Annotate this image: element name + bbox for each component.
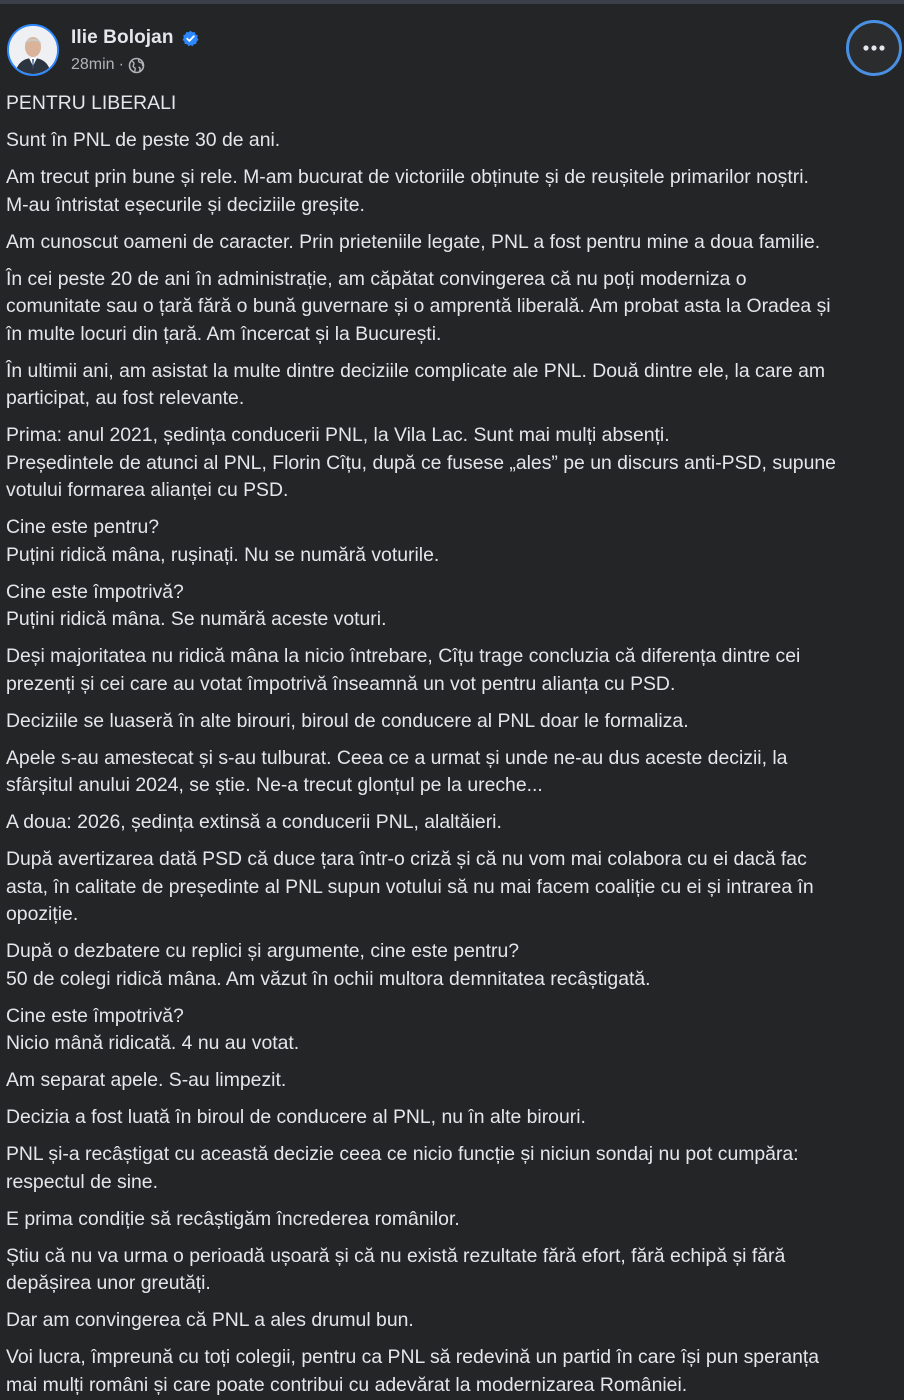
post-paragraph-line: asta, în calitate de președinte al PNL supun votului să nu mai facem coaliție cu ei și intrarea în [6,875,814,898]
post-paragraph-line: Puțini ridică mâna, rușinați. Nu se numără voturile. [6,543,440,566]
post-paragraph-line: depășirea unor greutăți. [6,1272,211,1294]
post-paragraph [6,1206,901,1234]
verified-badge-icon [182,30,199,47]
post-paragraph-line: PNL și-a recâștigat cu această decizie ceea ce nicio funcție și niciun sondaj nu pot cumpăra: [6,1143,799,1165]
author-avatar[interactable] [7,24,59,76]
globe-icon[interactable] [128,57,145,74]
post-paragraph-line: M-au întristat eșecurile și deciziile greșite. [6,193,365,216]
post-paragraph [6,266,901,349]
post-paragraph-line: Am cunoscut oameni de caracter. Prin prieteniile legate, PNL a fost pentru mine a doua familie. [6,230,821,253]
post-paragraph-line: Voi lucra, împreună cu toți colegii, pentru ca PNL să redevină un partid în care își pun speranța [6,1346,820,1368]
more-options-icon [862,44,886,52]
meta-separator: · [118,56,124,73]
post-paragraph-line: Am separat apele. S-au limpezit. [6,1069,287,1091]
post-paragraph [6,938,901,993]
post-paragraph-line: Deciziile se luaseră în alte birouri, biroul de conducere al PNL doar le formaliza. [6,709,689,732]
post-paragraph [6,1307,901,1335]
post-paragraph [6,422,901,505]
post-paragraph-line: în multe locuri din țară. Am încercat și la București. [6,322,442,345]
post-paragraph-line: Cine este pentru? [6,516,160,538]
post-paragraph-line: Deși majoritatea nu ridică mâna la nicio întrebare, Cîțu trage concluzia că diferența dintre cei [6,645,801,667]
post-paragraph-line: participat, au fost relevante. [6,387,245,409]
post-paragraph [6,1243,901,1298]
post-paragraph-line: 50 de colegi ridică mâna. Am văzut în ochii multora demnitatea recâștigată. [6,967,651,990]
author-line [71,26,199,50]
post-paragraph-line: Cine este împotrivă? [6,580,184,603]
post-paragraph-line: opoziție. [6,903,79,925]
post-header [0,4,904,90]
post-paragraph-line: Dar am convingerea că PNL a ales drumul bun. [6,1309,414,1331]
post-paragraph [6,846,901,929]
post-paragraph-line: prezenți și cei care au votat împotrivă înseamnă un vot pentru alianța cu PSD. [6,672,676,695]
more-options-button[interactable] [846,20,902,76]
post-paragraph [6,809,901,837]
post-paragraph-line: Decizia a fost luată în biroul de conducere al PNL, nu în alte birouri. [6,1106,586,1128]
post-paragraph [6,229,901,257]
post-text [6,90,901,1400]
post-paragraph-line: Puțini ridică mâna. Se numără aceste voturi. [6,608,387,630]
post-paragraph-line: mai mulți români și care poate contribui cu adevărat la modernizarea României. [6,1373,688,1396]
post-timestamp[interactable]: 28min [71,56,115,73]
post-paragraph-line: sfârșitul anului 2024, se știe. Ne-a trecut glonțul pe la ureche... [6,774,543,796]
post-paragraph-line: Apele s-au amestecat și s-au tulburat. Ceea ce a urmat și unde ne-au dus aceste decizii, la [6,746,788,769]
post-paragraph-line: Cine este împotrivă? [6,1004,184,1027]
post-paragraph [6,708,901,736]
post-paragraph-line: Sunt în PNL de peste 30 de ani. [6,129,281,151]
post-paragraph-line: Prima: anul 2021, ședința conducerii PNL, la Vila Lac. Sunt mai mulți absenți. [6,424,670,446]
post-paragraph [6,579,901,634]
author-name[interactable]: Ilie Bolojan [71,27,174,48]
post-paragraph-line: Președintele de atunci al PNL, Florin Cîțu, după ce fusese „ales” pe un discurs anti-PSD, supune [6,451,836,474]
post-meta [71,55,145,75]
post-paragraph [6,514,901,569]
post-paragraph [6,358,901,413]
post-paragraph-line: După avertizarea dată PSD că duce țara într-o criză și că nu vom mai colabora cu ei dacă fac [6,848,807,870]
post-paragraph-line: Știu că nu va urma o perioadă ușoară și că nu există rezultate fără efort, fără echipă și fără [6,1244,786,1267]
post-paragraph-line: Nicio mână ridicată. 4 nu au votat. [6,1032,300,1054]
avatar-portrait-icon [9,26,57,74]
post-paragraph [6,1067,901,1095]
post-paragraph [6,164,901,219]
post-paragraph [6,90,901,118]
post-paragraph [6,1344,901,1399]
post-paragraph-line: E prima condiție să recâștigăm încrederea românilor. [6,1207,460,1230]
post-paragraph-line: votului formarea alianței cu PSD. [6,479,289,501]
post-paragraph [6,745,901,800]
post-paragraph-line: PENTRU LIBERALI [6,92,177,114]
facebook-post [0,4,904,1400]
post-paragraph-line: În cei peste 20 de ani în administrație, am căpătat convingerea că nu poți moderniza o [6,267,747,290]
post-paragraph-line: În ultimii ani, am asistat la multe dintre deciziile complicate ale PNL. Două dintre ele, la care am [6,359,826,382]
post-paragraph [6,1104,901,1132]
post-paragraph-line: A doua: 2026, ședința extinsă a conducerii PNL, alaltăieri. [6,811,502,833]
post-paragraph [6,127,901,155]
post-paragraph [6,643,901,698]
post-paragraph-line: După o dezbatere cu replici și argumente, cine este pentru? [6,940,520,962]
post-paragraph-line: respectul de sine. [6,1170,158,1193]
post-paragraph [6,1141,901,1196]
post-paragraph-line: comunitate sau o țară fără o bună guvernare și o amprentă liberală. Am probat asta la Oradea și [6,295,831,317]
post-paragraph [6,1003,901,1058]
post-paragraph-line: Am trecut prin bune și rele. M-am bucurat de victoriile obținute și de reușitele primarilor noștri. [6,166,809,188]
